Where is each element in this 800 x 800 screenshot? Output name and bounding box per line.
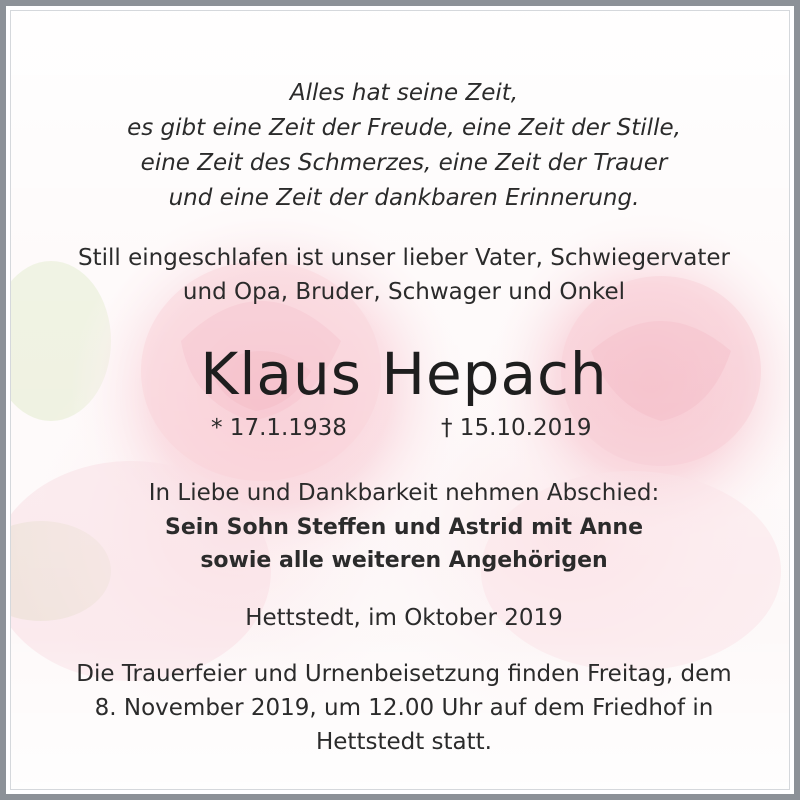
deceased-name: Klaus Hepach xyxy=(200,340,608,408)
verse-line-1: Alles hat seine Zeit, xyxy=(289,80,519,106)
funeral-line-2: 8. November 2019, um 12.00 Uhr auf dem Friedhof in xyxy=(94,695,714,721)
death-date: † 15.10.2019 xyxy=(441,415,592,441)
place-date: Hettstedt, im Oktober 2019 xyxy=(245,605,563,631)
funeral-line-1: Die Trauerfeier und Urnenbeisetzung finden Freitag, dem xyxy=(76,661,732,687)
verse-line-4: und eine Zeit der dankbaren Erinnerung. xyxy=(168,185,640,211)
verse-line-3: eine Zeit des Schmerzes, eine Zeit der Trauer xyxy=(140,150,668,176)
intro-line-1: Still eingeschlafen ist unser lieber Vater, Schwiegervater xyxy=(78,245,730,271)
notice-content xyxy=(11,11,790,790)
mourners-line-1: Sein Sohn Steffen und Astrid mit Anne xyxy=(165,515,643,540)
funeral-line-3: Hettstedt statt. xyxy=(315,729,492,755)
mourners-line-2: sowie alle weiteren Angehörigen xyxy=(200,548,608,573)
birth-date: * 17.1.1938 xyxy=(211,415,347,441)
mourners-intro: In Liebe und Dankbarkeit nehmen Abschied: xyxy=(148,480,660,506)
intro-line-2: und Opa, Bruder, Schwager und Onkel xyxy=(182,279,626,305)
notice-panel xyxy=(10,10,790,790)
verse-line-2: es gibt eine Zeit der Freude, eine Zeit der Stille, xyxy=(127,115,681,141)
